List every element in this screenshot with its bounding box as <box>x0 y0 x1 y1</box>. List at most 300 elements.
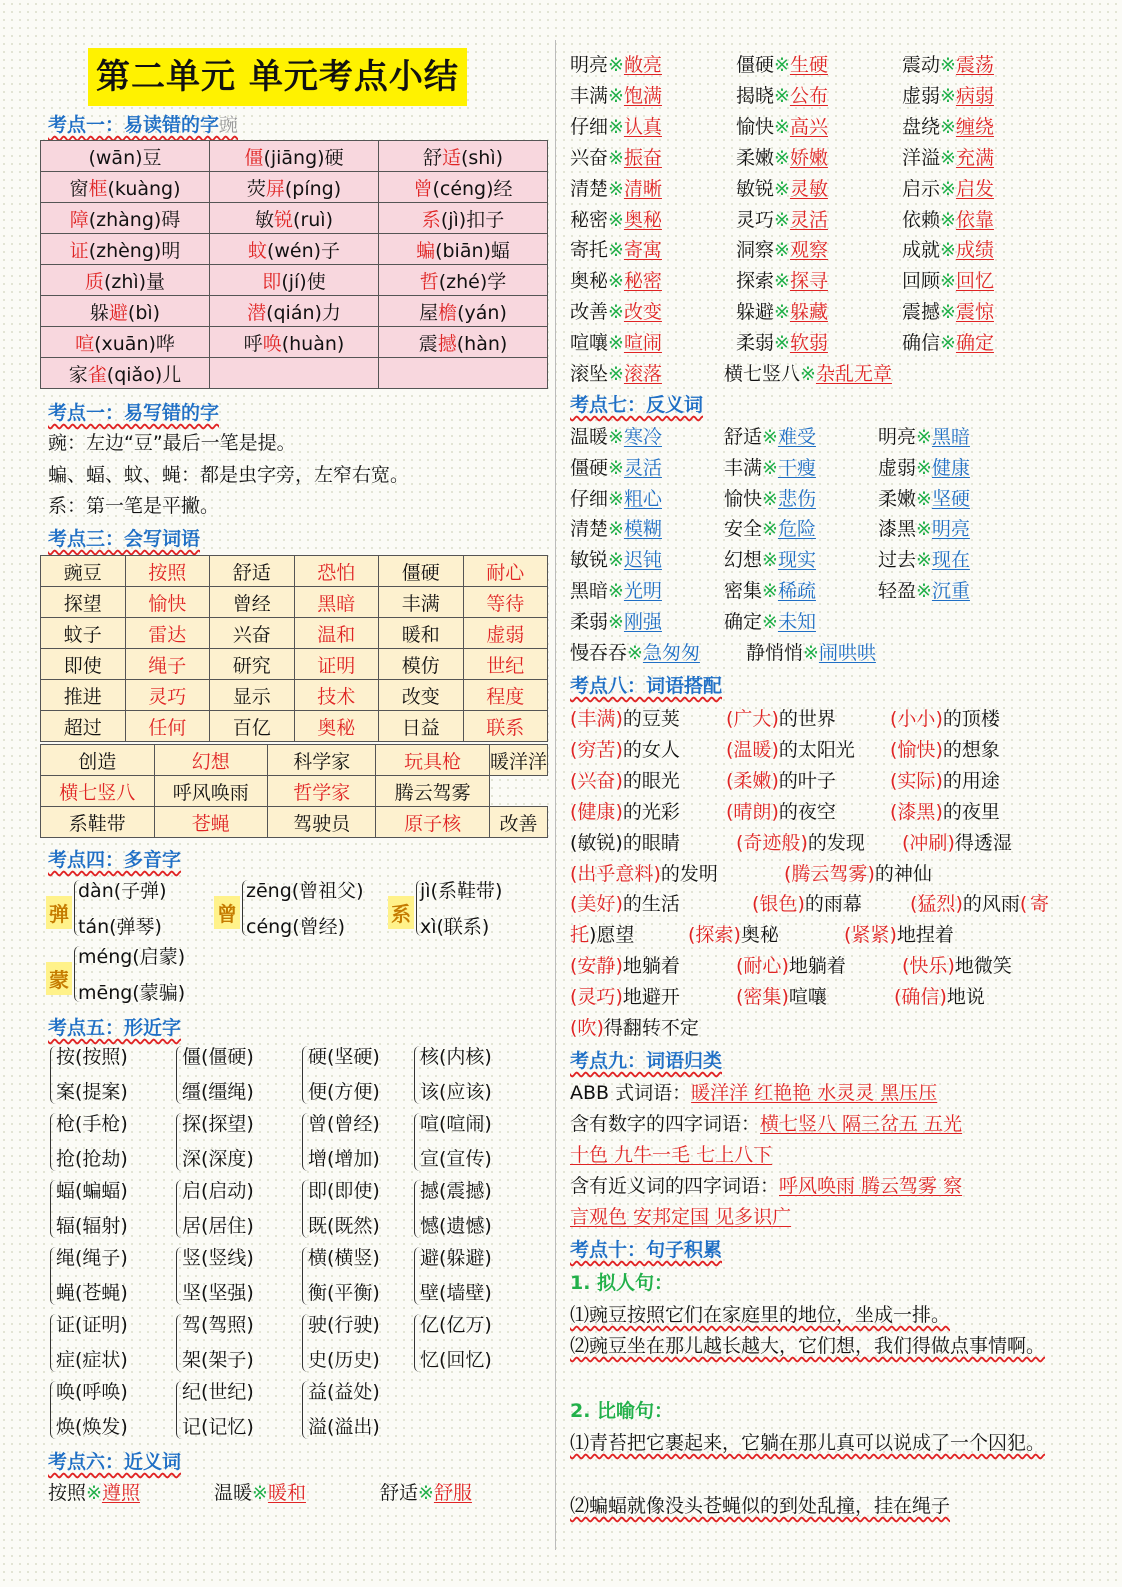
mark-icon: ※ <box>916 580 932 602</box>
answer-word: 震荡 <box>955 54 994 76</box>
word-cell: 程度 <box>463 680 548 711</box>
paren: ) <box>596 1017 604 1039</box>
answer-word: 确定 <box>955 332 994 355</box>
answer-word: 现在 <box>931 549 970 572</box>
mark-icon: ※ <box>940 84 956 107</box>
mark-icon: ※ <box>774 270 790 293</box>
table-row <box>41 587 548 618</box>
key-char: 蚊 <box>247 239 267 262</box>
pinyin: (wén)子 <box>266 239 341 262</box>
word: 仔细 <box>570 487 609 510</box>
section-heading-7: 考点七：反义词 <box>570 394 704 416</box>
subheading-personification: 1. 拟人句： <box>570 1272 674 1294</box>
answer-word: 灵活 <box>623 456 662 479</box>
answer-word: 银色 <box>759 893 798 916</box>
collocation-item <box>784 859 932 886</box>
answer-word: 成绩 <box>955 239 994 262</box>
section-heading-5: 考点五：形近字 <box>48 1017 182 1039</box>
answer-word: 刚强 <box>623 610 662 633</box>
phrase-tail: 的夜空 <box>778 800 836 823</box>
mark-icon: ※ <box>916 426 932 448</box>
paren: ) <box>800 831 808 854</box>
section-heading-1: 考点一：易读错的字豌 <box>48 114 239 136</box>
phrase-tail: 的眼光 <box>622 769 680 792</box>
collocation-item <box>726 766 836 793</box>
collocation-item <box>688 920 779 947</box>
collocation-item <box>726 797 836 824</box>
collocation-item <box>752 889 862 916</box>
word: 漆黑 <box>878 518 917 541</box>
pinyin: (jiāng)硬 <box>263 146 344 169</box>
similar-char: 竖(竖线) <box>182 1247 254 1269</box>
phrase-tail: 地说 <box>946 986 985 1009</box>
similar-char: 曾(曾经) <box>308 1113 380 1135</box>
paren: ( <box>736 986 744 1009</box>
collocation-item <box>570 797 680 824</box>
key-char: 撼 <box>437 332 457 355</box>
collocation-item <box>570 1013 699 1040</box>
answer-word: 寄寓 <box>623 239 662 262</box>
key-char: 屏 <box>265 177 285 200</box>
answer-word: 兴奋 <box>577 769 616 792</box>
phrase-tail: 的光彩 <box>622 800 680 823</box>
mark-icon: ※ <box>608 580 624 602</box>
word: 敏锐 <box>736 177 775 200</box>
word-pair <box>736 50 828 77</box>
similar-char: 即(即使) <box>308 1180 380 1202</box>
mark-icon: ※ <box>774 208 790 231</box>
mark-icon: ※ <box>774 177 790 200</box>
word-pair <box>724 514 816 541</box>
collocation-item <box>570 859 718 886</box>
paren: ) <box>615 769 623 792</box>
write-error-line: 蝙、蝠、蚊、蝇：都是虫字旁，左窄右宽。 <box>48 464 410 486</box>
answer-word: 杂乱无章 <box>815 363 892 385</box>
word-cell: 推进 <box>41 680 126 711</box>
mark-icon: ※ <box>608 208 624 231</box>
mark-icon: ※ <box>774 239 790 262</box>
similar-char: 焕(焕发) <box>56 1416 128 1438</box>
phrase-part: 寄 <box>1030 893 1050 916</box>
mark-icon: ※ <box>608 426 624 448</box>
sentence: ⑵蝙蝠就像没头苍蝇似的到处乱撞，挂在绳子 <box>570 1495 951 1517</box>
similar-char: 居(居住) <box>182 1215 254 1237</box>
word-pair <box>570 514 662 541</box>
answer-word: 依靠 <box>955 208 994 231</box>
misread-cell <box>210 296 379 327</box>
word: 幻想 <box>724 549 763 572</box>
misread-cell <box>379 296 548 327</box>
pinyin: (huàn) <box>281 332 345 355</box>
word-cell: 灵巧 <box>125 680 210 711</box>
word-pair <box>570 297 662 324</box>
answer-word: 广大 <box>733 708 772 730</box>
word-cell: 系鞋带 <box>41 807 155 838</box>
misread-cell <box>41 234 210 265</box>
paren: ( <box>570 955 578 978</box>
paren: ( <box>688 924 696 947</box>
answer-word: 躲藏 <box>789 301 828 324</box>
word: 僵硬 <box>570 456 609 479</box>
phrase-tail: 的雨幕 <box>804 893 862 916</box>
word: 盘绕 <box>902 115 941 138</box>
phrase-tail: 的女人 <box>622 738 680 761</box>
misread-cell <box>379 203 548 234</box>
sentence: ⑴青苔把它裹起来，它躺在那儿真可以说成了一个囚犯。 <box>570 1432 1046 1454</box>
paren: ( <box>844 924 852 947</box>
word: 仔细 <box>570 115 609 138</box>
word-cell: 证明 <box>294 649 379 680</box>
mark-icon: ※ <box>940 270 956 293</box>
answer-word: 迟钝 <box>623 549 662 572</box>
pinyin: (zhàng)碍 <box>88 208 181 231</box>
pinyin: (xuān)哗 <box>94 332 175 355</box>
mark-icon: ※ <box>608 610 624 633</box>
collocation-item <box>736 951 846 978</box>
word: 秘密 <box>570 208 609 231</box>
prefix-char: 呼 <box>243 332 263 355</box>
word: 清楚 <box>570 177 609 200</box>
answer-word: 耐心 <box>743 955 782 978</box>
phrase-part: )愿望 <box>589 924 635 947</box>
phrase-tail: 喧嚷 <box>788 986 827 1009</box>
paren: ) <box>797 893 805 916</box>
answer-word: 滚落 <box>623 363 662 385</box>
phrase-tail: 得透湿 <box>954 831 1012 854</box>
word-pair <box>570 607 662 634</box>
word-pair <box>878 514 970 541</box>
similar-char: 增(增加) <box>308 1148 380 1170</box>
polyphone-reading: céng(曾经) <box>246 916 346 938</box>
collocation-item <box>890 735 1000 762</box>
prefix-char: 家 <box>68 363 88 386</box>
mark-icon: ※ <box>762 487 778 510</box>
answer-word: 充满 <box>955 146 994 169</box>
answer-word: 改变 <box>623 301 662 324</box>
word: 安全 <box>724 518 763 541</box>
phrase-tail: 的发现 <box>807 831 865 854</box>
word-cell: 原子核 <box>376 807 490 838</box>
word: 回顾 <box>902 270 941 293</box>
word: 虚弱 <box>878 456 917 479</box>
answer-word: 粗心 <box>623 487 662 510</box>
paren: ) <box>935 769 943 792</box>
pinyin: (bì) <box>127 301 161 324</box>
mark-icon: ※ <box>762 580 778 602</box>
word-cell: 技术 <box>294 680 379 711</box>
answer-word: 急匆匆 <box>642 641 700 664</box>
collocation-item <box>894 982 985 1009</box>
word-pair <box>902 112 994 139</box>
similar-char: 案(提案) <box>56 1081 128 1103</box>
polyphone-reading: dàn(子弹) <box>78 880 167 902</box>
word: 洋溢 <box>902 146 941 169</box>
subheading-metaphor: 2. 比喻句： <box>570 1400 674 1422</box>
phrase-tail: 的叶子 <box>778 769 836 792</box>
answer-word: 认真 <box>623 115 662 138</box>
classify-line: 十色 九牛一毛 七上八下 <box>570 1144 773 1166</box>
word-pair <box>380 1478 472 1505</box>
word-pair <box>902 266 994 293</box>
word-pair <box>570 328 662 355</box>
phrase-tail: 的风雨 <box>962 893 1020 916</box>
mark-icon: ※ <box>608 487 624 510</box>
mark-icon: ※ <box>627 641 643 664</box>
similar-char: 横(横竖) <box>308 1247 380 1269</box>
table-row <box>41 680 548 711</box>
section-heading-3: 考点三：会写词语 <box>48 528 201 550</box>
paren: ) <box>733 924 741 947</box>
collocation-item <box>570 766 680 793</box>
answer-word: 灵巧 <box>577 986 616 1009</box>
word-pair <box>570 143 662 170</box>
collocation-item <box>726 735 855 762</box>
mark-icon: ※ <box>774 54 790 76</box>
answer-word: 奥秘 <box>623 208 662 231</box>
collocation-item <box>570 704 680 731</box>
word: 震撼 <box>902 301 941 324</box>
collocation-item <box>570 951 680 978</box>
paren: ) <box>935 800 943 823</box>
word-cell: 世纪 <box>463 649 548 680</box>
word-cell: 暖和 <box>379 618 464 649</box>
answer-word: 震惊 <box>955 301 994 324</box>
word-pair <box>736 205 828 232</box>
word-cell: 按照 <box>125 556 210 587</box>
paren: ) <box>771 800 779 823</box>
word-cell: 等待 <box>463 587 548 618</box>
word: 依赖 <box>902 208 941 231</box>
answer-word: 闹哄哄 <box>818 641 876 664</box>
collocation-item <box>570 920 634 947</box>
answer-word: 振奋 <box>623 146 662 169</box>
similar-char: 衡(平衡) <box>308 1282 380 1304</box>
answer-word: 穷苦 <box>577 738 616 761</box>
similar-char: 枪(手枪) <box>56 1113 128 1135</box>
table-row <box>41 296 548 327</box>
word: 静悄悄 <box>746 641 804 664</box>
pinyin: (zhèng)明 <box>88 239 181 262</box>
word: 舒适 <box>380 1482 419 1504</box>
mark-icon: ※ <box>608 363 624 385</box>
word: 成就 <box>902 239 941 262</box>
word-pair <box>878 422 970 449</box>
polyphone-block <box>46 874 546 1014</box>
answer-word: 丰满 <box>577 708 616 730</box>
word-cell: 显示 <box>210 680 295 711</box>
word-cell: 改变 <box>379 680 464 711</box>
prefix-char: 窗 <box>69 177 89 200</box>
key-char: 喧 <box>75 332 95 355</box>
word: 柔弱 <box>570 610 609 633</box>
word-cell: 豌豆 <box>41 556 126 587</box>
answer-word: 健康 <box>577 800 616 823</box>
polyphone-reading: zēng(曾祖父) <box>246 880 364 902</box>
word-cell: 恐怕 <box>294 556 379 587</box>
mark-icon: ※ <box>762 456 778 479</box>
word-pair <box>736 174 828 201</box>
paren: ( <box>752 893 760 916</box>
word-cell: 虚弱 <box>463 618 548 649</box>
answer-word: 确信 <box>901 986 940 1009</box>
mark-icon: ※ <box>916 549 932 572</box>
prefix-char: 震 <box>418 332 438 355</box>
similar-char: 撼(震撼) <box>420 1180 492 1202</box>
pinyin: (ruì) <box>293 208 333 231</box>
mark-icon: ※ <box>608 518 624 541</box>
mark-icon: ※ <box>608 456 624 479</box>
phrase-tail: 的豆荚 <box>622 708 680 730</box>
answer-word: 灵敏 <box>789 177 828 200</box>
word-pair <box>902 174 994 201</box>
table-row <box>41 618 548 649</box>
word-pair <box>570 235 662 262</box>
answer-word: 难受 <box>777 426 816 448</box>
answer-word: 回忆 <box>955 270 994 293</box>
word-cell: 哲学家 <box>268 776 376 807</box>
word: 愉快 <box>724 487 763 510</box>
paren: ( <box>890 708 898 730</box>
similar-char: 便(方便) <box>308 1081 380 1103</box>
answer-word: 娇嫩 <box>789 146 828 169</box>
answer-word: 高兴 <box>789 115 828 138</box>
key-char: 僵 <box>244 146 264 169</box>
word-pair <box>902 297 994 324</box>
word-pair <box>570 205 662 232</box>
word: 确定 <box>724 610 763 633</box>
misread-cell <box>379 234 548 265</box>
word: 柔弱 <box>736 332 775 355</box>
collocation-item <box>890 766 1000 793</box>
key-char: 即 <box>262 270 282 293</box>
word-cell: 模仿 <box>379 649 464 680</box>
answer-word: 清晰 <box>623 177 662 200</box>
word-pair <box>570 638 700 665</box>
prefix-char: 敏 <box>255 208 275 231</box>
similar-char: 硬(坚硬) <box>308 1046 380 1068</box>
polyphone-reading: tán(弹琴) <box>78 916 162 938</box>
word-cell: 研究 <box>210 649 295 680</box>
answer-word: 探寻 <box>789 270 828 293</box>
similar-char: 纪(世纪) <box>182 1381 254 1403</box>
misread-cell <box>210 358 379 389</box>
answer-word: 黑暗 <box>931 426 970 448</box>
answer-word: 奇迹般 <box>743 831 801 854</box>
word-cell: 蚊子 <box>41 618 126 649</box>
paren: ( <box>902 955 910 978</box>
answer-word: 公布 <box>789 84 828 107</box>
section-heading-2: 考点一：易写错的字 <box>48 402 220 424</box>
misread-cell <box>41 296 210 327</box>
answer-word: 温暖 <box>733 738 772 761</box>
word-pair <box>736 143 828 170</box>
answer-word: 危险 <box>777 518 816 541</box>
phrase-tail: 地微笑 <box>954 955 1012 978</box>
similar-char: 启(启动) <box>182 1180 254 1202</box>
classify-line: 言观色 安邦定国 见多识广 <box>570 1206 792 1228</box>
word-pair <box>570 266 662 293</box>
misread-cell <box>41 203 210 234</box>
word-cell: 幻想 <box>154 745 268 776</box>
word-pair <box>724 545 816 572</box>
word-pair <box>724 422 816 449</box>
section-heading-8: 考点八：词语搭配 <box>570 675 723 697</box>
prefix-char: 躲 <box>89 301 109 324</box>
table-row <box>41 141 548 172</box>
mark-icon: ※ <box>940 177 956 200</box>
table-row <box>41 265 548 296</box>
paren: ) <box>653 862 661 885</box>
mark-icon: ※ <box>774 301 790 324</box>
answer-word: 漆黑 <box>897 800 936 823</box>
polyphone-char: 蒙 <box>46 962 72 995</box>
word: 敏锐 <box>570 549 609 572</box>
section-heading-9: 考点九：词语归类 <box>570 1050 723 1072</box>
phrase-tail: 地捏着 <box>896 924 954 947</box>
collocation-item <box>902 951 1012 978</box>
paren: ( <box>570 1017 578 1039</box>
answer-word: 吹 <box>577 1017 597 1039</box>
similar-char: 益(益处) <box>308 1381 380 1403</box>
sentence: ⑴豌豆按照它们在家庭里的地位，坐成一排。 <box>570 1304 951 1326</box>
misread-cell <box>41 327 210 358</box>
paren: ( <box>726 800 734 823</box>
word-pair <box>902 81 994 108</box>
word: 虚弱 <box>902 84 941 107</box>
word: 舒适 <box>724 426 763 448</box>
paren: ) <box>771 708 779 730</box>
paren: ) <box>615 738 623 761</box>
word: 黑暗 <box>570 580 609 602</box>
mark-icon: ※ <box>774 115 790 138</box>
paren: ( <box>736 831 744 854</box>
paren: ) <box>781 955 789 978</box>
word-cell: 奥秘 <box>294 711 379 742</box>
mark-icon: ※ <box>774 84 790 107</box>
table-row <box>41 203 548 234</box>
word-pair <box>902 205 994 232</box>
mark-icon: ※ <box>940 239 956 262</box>
answer-word: 舒服 <box>433 1482 472 1504</box>
similar-char: 抢(抢劫) <box>56 1148 128 1170</box>
mark-icon: ※ <box>608 54 624 76</box>
mark-icon: ※ <box>608 115 624 138</box>
answer-word: 喧闹 <box>623 332 662 355</box>
similar-char: 驶(行驶) <box>308 1314 380 1336</box>
answer-word: 软弱 <box>789 332 828 355</box>
polyphone-char: 弹 <box>46 896 72 929</box>
misread-cell <box>41 358 210 389</box>
answer-word: 光明 <box>623 580 662 602</box>
mark-icon: ※ <box>608 146 624 169</box>
paren: ) <box>935 708 943 730</box>
paren: ) <box>615 708 623 730</box>
word-cell: 联系 <box>463 711 548 742</box>
answer-word: 敞亮 <box>623 54 662 76</box>
prefix-char: 荧 <box>246 177 266 200</box>
table-row <box>41 358 548 389</box>
answer-word: 生硬 <box>789 54 828 76</box>
word: 探索 <box>736 270 775 293</box>
paren: ) <box>867 862 875 885</box>
paren: ) <box>771 769 779 792</box>
mark-icon: ※ <box>803 641 819 664</box>
answer-word: 猛烈 <box>917 893 956 916</box>
word-cell: 舒适 <box>210 556 295 587</box>
answer-word: 沉重 <box>931 580 970 602</box>
prefix-char: 屋 <box>419 301 439 324</box>
pinyin: (céng)经 <box>432 177 513 200</box>
